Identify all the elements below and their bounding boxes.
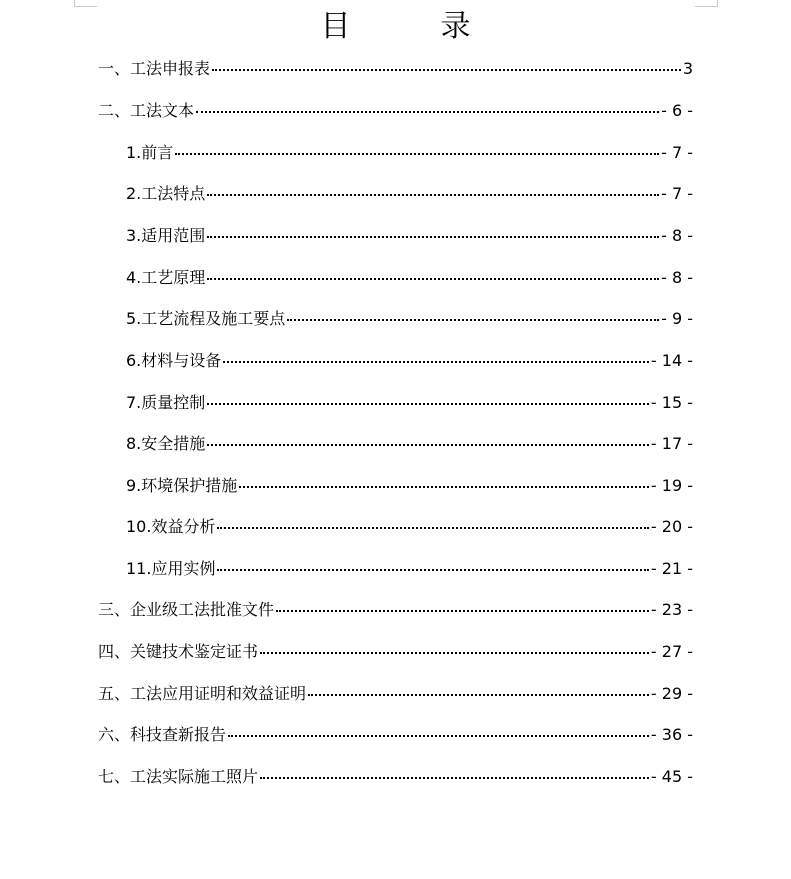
toc-dot-leader: [212, 69, 681, 71]
toc-dot-leader: [196, 111, 659, 113]
toc-dot-leader: [228, 735, 649, 737]
toc-entry-label: 7.质量控制: [126, 393, 206, 412]
toc-entry[interactable]: [126, 432, 693, 456]
toc-entry[interactable]: [98, 57, 693, 81]
toc-entry-label: 6.材料与设备: [126, 351, 222, 370]
toc-entry-label: 8.安全措施: [126, 434, 206, 453]
toc-entry-label: 5.工艺流程及施工要点: [126, 309, 286, 328]
toc-entry[interactable]: [126, 224, 693, 248]
toc-entry-page: - 29 -: [650, 684, 693, 703]
toc-entry[interactable]: [126, 515, 693, 539]
toc-dot-leader: [239, 486, 649, 488]
toc-entry-label: 二、工法文本: [98, 101, 195, 120]
toc-entry[interactable]: [126, 307, 693, 331]
toc-dot-leader: [260, 652, 649, 654]
toc-dot-leader: [207, 194, 659, 196]
toc-entry-page: - 6 -: [661, 101, 693, 120]
toc-entry[interactable]: [126, 266, 693, 290]
toc-entry-page: - 36 -: [650, 725, 693, 744]
toc-entry[interactable]: [98, 640, 693, 664]
toc-entry-page: - 15 -: [650, 393, 693, 412]
toc-dot-leader: [260, 777, 649, 779]
toc-entry[interactable]: [98, 99, 693, 123]
toc-entry-page: - 7 -: [661, 184, 693, 203]
toc-entry-label: 11.应用实例: [126, 559, 216, 578]
toc-entry-label: 4.工艺原理: [126, 268, 206, 287]
toc-entry-page: - 21 -: [650, 559, 693, 578]
toc-entry-page: - 23 -: [650, 600, 693, 619]
toc-entry[interactable]: [98, 682, 693, 706]
toc-entry-page: - 9 -: [661, 309, 693, 328]
toc-dot-leader: [207, 444, 649, 446]
toc-title: 目 录: [320, 9, 471, 44]
toc-entry-page: - 19 -: [650, 476, 693, 495]
toc-entry[interactable]: [126, 349, 693, 373]
toc-entry-label: 3.适用范围: [126, 226, 206, 245]
toc-dot-leader: [308, 694, 649, 696]
toc-entry-page: - 45 -: [650, 767, 693, 786]
toc-dot-leader: [207, 403, 649, 405]
toc-entry-label: 10.效益分析: [126, 517, 216, 536]
toc-entry[interactable]: [126, 182, 693, 206]
toc-dot-leader: [276, 610, 649, 612]
toc-entry-page: - 14 -: [650, 351, 693, 370]
toc-entry-label: 2.工法特点: [126, 184, 206, 203]
toc-entry-page: - 20 -: [650, 517, 693, 536]
toc-entry[interactable]: [126, 391, 693, 415]
toc-entry-label: 三、企业级工法批准文件: [98, 600, 275, 619]
toc-entry[interactable]: [98, 723, 693, 747]
toc-entry-label: 七、工法实际施工照片: [98, 767, 259, 786]
toc-entry-page: 3: [682, 59, 693, 78]
toc-dot-leader: [207, 236, 659, 238]
toc-dot-leader: [175, 153, 659, 155]
toc-entry-label: 1.前言: [126, 143, 174, 162]
toc-dot-leader: [217, 569, 648, 571]
toc-entry-page: - 27 -: [650, 642, 693, 661]
toc-entry-page: - 8 -: [661, 226, 693, 245]
toc-entry-label: 四、关键技术鉴定证书: [98, 642, 259, 661]
toc-entry-page: - 8 -: [661, 268, 693, 287]
toc-dot-leader: [287, 319, 659, 321]
toc-entry[interactable]: [126, 474, 693, 498]
toc-entry[interactable]: [98, 598, 693, 622]
toc-dot-leader: [217, 527, 648, 529]
toc-entry-label: 五、工法应用证明和效益证明: [98, 684, 307, 703]
toc-entry[interactable]: [126, 141, 693, 165]
toc-entry-label: 9.环境保护措施: [126, 476, 238, 495]
toc-entry-page: - 17 -: [650, 434, 693, 453]
toc-entry-label: 六、科技查新报告: [98, 725, 227, 744]
toc-entry[interactable]: [98, 765, 693, 789]
toc-entry-label: 一、工法申报表: [98, 59, 211, 78]
toc-dot-leader: [207, 278, 659, 280]
toc-entry[interactable]: [126, 557, 693, 581]
toc-dot-leader: [223, 361, 649, 363]
toc-entry-page: - 7 -: [661, 143, 693, 162]
